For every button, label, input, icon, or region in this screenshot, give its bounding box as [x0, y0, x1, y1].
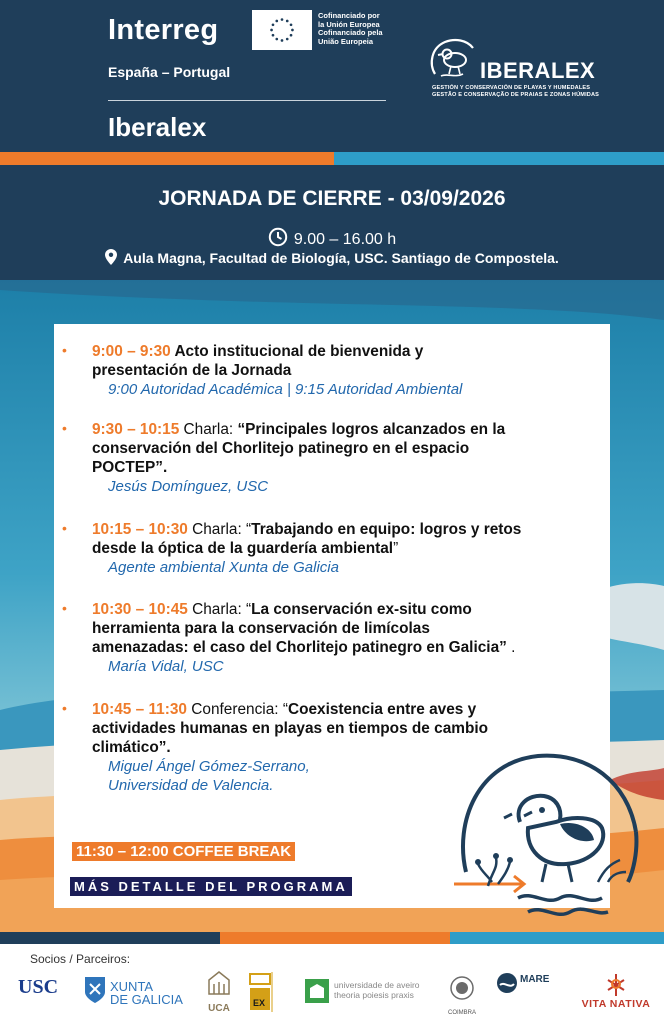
program-title: Acto institucional de bienvenida y: [170, 343, 424, 360]
uca-text: UCA: [208, 1003, 230, 1014]
program-item-text: [92, 420, 602, 477]
footer-stripes: [0, 932, 664, 944]
program-title: herramienta para la conservación de limícolas: [92, 620, 430, 637]
event-title: JORNADA DE CIERRE - 03/09/2026: [158, 187, 506, 210]
aveiro-line: theoria poiesis praxis: [334, 990, 414, 1000]
xunta-text: [110, 980, 183, 1006]
more-details-link[interactable]: MÁS DETALLE DEL PROGRAMA: [70, 877, 352, 896]
program-type: Charla: “: [187, 601, 252, 618]
clock-icon: [268, 227, 288, 247]
header-banner: [0, 0, 664, 152]
logo-subtitle-line: GESTIÓN Y CONSERVACIÓN DE PLAYAS Y HUMEDALES: [432, 85, 591, 91]
aveiro-line: universidade de aveiro: [334, 980, 420, 990]
program-title: Trabajando en equipo: logros y retos: [251, 521, 522, 538]
program-type: Charla:: [179, 421, 238, 438]
event-band: [0, 165, 664, 280]
program-speaker-affiliation: Universidad de Valencia.: [108, 777, 274, 794]
usc-logo: USC: [18, 976, 59, 998]
coimbra-logo: [440, 974, 484, 1017]
cofinanced-line: Cofinanciado por: [318, 11, 380, 20]
bullet-icon: •: [62, 420, 67, 436]
program-quote-close: ”: [393, 540, 399, 557]
xunta-line: XUNTA: [110, 979, 154, 994]
program-time: 10:30 – 10:45: [92, 601, 188, 618]
orange-stripe: [0, 152, 334, 165]
cofinanced-line: la Unión Europea: [318, 19, 380, 29]
program-item-text: [92, 520, 602, 558]
iberalex-logo-text: IBERALEX: [480, 58, 596, 83]
program-type: Charla: “: [187, 521, 252, 538]
coimbra-text: COIMBRA: [447, 1010, 476, 1016]
aveiro-logo: [304, 978, 434, 1009]
program-time: 9:00 – 9:30: [92, 343, 171, 360]
program-title: presentación de la Jornada: [92, 362, 292, 379]
aveiro-emblem-icon: [304, 978, 330, 1004]
plover-bird-illustration: [448, 732, 648, 932]
program-title: “Principales logros alcanzados en la: [237, 421, 506, 438]
cofinanced-line: Cofinanciado pela: [318, 28, 383, 37]
uex-text: EX: [253, 998, 266, 1008]
footer-stripe-navy: [0, 932, 220, 944]
mare-logo: [496, 972, 566, 999]
bullet-icon: •: [62, 700, 67, 716]
program-title: actividades humanas en playas en tiempos de cambio: [92, 720, 489, 737]
bullet-icon: •: [62, 520, 67, 536]
program-item: [62, 342, 602, 399]
program-speaker: María Vidal, USC: [108, 658, 224, 675]
program-title: amenazadas: el caso del Chorlitejo patinegro en Galicia”: [92, 639, 507, 656]
aveiro-text: [334, 980, 434, 1000]
program-time: 10:45 – 11:30: [92, 701, 187, 718]
program-title: Coexistencia entre aves y: [287, 701, 477, 718]
cofinanced-label: [318, 12, 398, 46]
mare-title: MARE: [520, 974, 550, 985]
vita-nativa-logo: [578, 972, 654, 1010]
program-type: Conferencia: “: [187, 701, 288, 718]
iberalex-logo-subtitle: [432, 85, 599, 99]
project-title: Iberalex: [108, 112, 207, 142]
program-title: desde la óptica de la guardería ambiental: [92, 540, 394, 557]
xunta-shield-icon: [84, 976, 106, 1004]
coffee-break-label: 11:30 – 12:00 COFFEE BREAK: [72, 842, 295, 861]
blue-stripe: [334, 152, 664, 165]
program-speaker: Jesús Domínguez, USC: [108, 478, 269, 495]
uca-logo: [204, 970, 234, 1014]
program-speaker: 9:00 Autoridad Académica | 9:15 Autoridad Ambiental: [108, 381, 463, 398]
bullet-icon: •: [62, 600, 67, 616]
coimbra-emblem-icon: [440, 974, 484, 1004]
vita-nativa-emblem-icon: [578, 972, 654, 998]
footer-stripe-blue: [450, 932, 664, 944]
interreg-logo-text: Interreg: [108, 14, 219, 46]
partners-label: Socios / Parceiros:: [30, 952, 131, 966]
xunta-logo: [84, 976, 194, 1009]
header-divider: [108, 100, 386, 101]
mare-emblem-icon: [496, 972, 518, 994]
iberalex-bird-icon: [427, 36, 479, 80]
program-item: [62, 420, 602, 496]
xunta-line: DE GALICIA: [110, 992, 183, 1007]
event-place: [0, 249, 664, 266]
program-speaker: Agente ambiental Xunta de Galicia: [108, 559, 339, 576]
cofinanced-line: União Europeia: [318, 36, 374, 46]
event-place-text: Aula Magna, Facultad de Biología, USC. Santiago de Compostela.: [123, 250, 559, 266]
vita-nativa-text: VITA NATIVA: [581, 998, 651, 1010]
logo-subtitle-line: GESTÃO E CONSERVAÇÃO DE PRAIAS E ZONAS HÚMIDAS: [432, 92, 600, 98]
program-time: 10:15 – 10:30: [92, 521, 188, 538]
program-item-text: [92, 342, 602, 380]
uca-emblem-icon: [204, 970, 234, 998]
region-label: España – Portugal: [108, 64, 231, 80]
footer-stripe-orange: [220, 932, 450, 944]
program-quote-close: .: [506, 639, 516, 656]
bullet-icon: •: [62, 342, 67, 358]
mare-text: [520, 974, 549, 985]
program-title: POCTEP”.: [92, 459, 168, 476]
uex-logo: [248, 970, 276, 1014]
program-title: La conservación ex-situ como: [251, 601, 472, 618]
program-time: 9:30 – 10:15: [92, 421, 180, 438]
program-item: [62, 520, 602, 577]
location-pin-icon: [105, 249, 117, 265]
program-item: [62, 600, 602, 676]
program-title: climático”.: [92, 739, 171, 756]
program-item-text: [92, 600, 602, 657]
eu-flag-icon: [252, 10, 312, 50]
event-time-text: 9.00 – 16.00 h: [293, 231, 397, 248]
program-title: conservación del Chorlitejo patinegro en el espacio: [92, 440, 470, 457]
program-speaker: Miguel Ángel Gómez-Serrano,: [108, 758, 310, 775]
event-time: [0, 227, 664, 249]
